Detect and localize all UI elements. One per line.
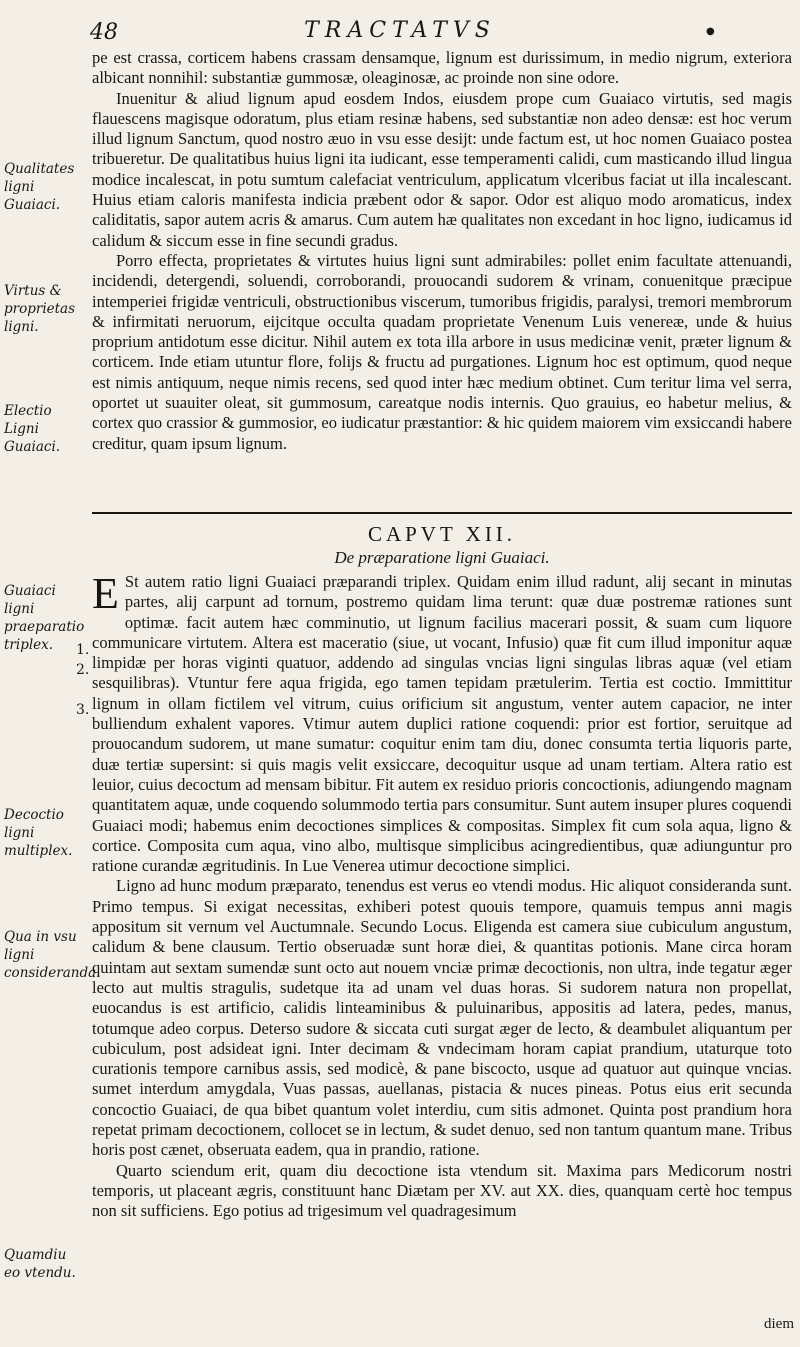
page-header [0,12,800,46]
page-number: 48 [90,20,118,45]
running-title: TRACTATVS [304,18,496,43]
chapter-subtitle: De præparatione ligni Guaiaci. [334,548,550,567]
section-1-body [92,48,792,454]
section-2-body [92,569,792,1222]
paragraph: Ligno ad hunc modum præparato, tenendus est verus eo vtendi modus. Hic aliquot consideranda sunt. Primo tempus. Si exigat necessitas, exhiberi potest quouis tempore, quamuis tempus anni magis appositum sit vernum vel Auctumnale. Secundo Locus. Eligenda est camera siue cubiculum angustum, calidum & bene clausum. Tertio obseruadæ sunt horæ diei, & quantitas potionis. Mane circa horam quintam aut sextam sumendæ sunt octo aut nouem vnciæ primæ decoctionis, non ultra, inde tegatur æger lecto aut multis stragulis, sudetque ita ad unam vel duas horas. Si sudorem natura non propellat, euocandus is est artificio, calidis linteaminibus & puluinaribus, appositis ad latera, pedes, manus, totumque adeo corpus. Deterso sudore & siccata cuti surgat æger de lecto, & deambulet aliquantum per cubiculum, post adsideat igni. Inter decimam & vndecimam horam capiat prandium, utaturque toto curationis tempore carnibus assis, sed modicè, & pane biscocto, usque ad quatuor aut quinque vncias. sumet interdum amygdala, Vuas passas, auellanas, pistacia & nuces pineas. Potus eius erit secunda concoctio Guaiaci, de qua bibet quantum volet interdiu, cum sitis admonet. Quinta post prandium hora repetat primam decoctionem, collocet se in lectum, & sudet denuo, sed non tantum quantum mane. Tribus horis post cænet, obseruata eadem, qua in prandio, ratione. [92,876,792,1160]
margin-number-2: 2. [76,662,90,678]
margin-note-decoctio: Decoctio ligni multiplex. [4,807,73,859]
margin-number-3: 3. [76,702,90,718]
paragraph: Inuenitur & aliud lignum apud eosdem Indos, eiusdem prope cum Guaiaco virtutis, sed magis flauescens magisque odoratum, plus etiam resinæ habens, sed substantiæ non adeo densæ: est hoc verum illud lignum Sanctum, quod nostro æuo in vsu esse desijt: unde factum est, ut hoc nomen Guaiaco postea tribueretur. De qualitatibus huius ligni ita iudicant, esse temperamenti calidi, cum masticando illud lingua modice incalescat, in potu sumtum calefaciat ventriculum, applicatum vlceribus faciat ut illa incalescant. Huius etiam caloris manifesta indicia præbent odor & sapor. Odor est aliquo modo aromaticus, index caliditatis, sapor autem acris & amarus. Cum autem hæ qualitates non excedant in hoc ligno, iudicamus id calidum & siccum esse in fine secundi gradus. [92,88,792,250]
paragraph: Quarto sciendum erit, quam diu decoctione ista vtendum sit. Maxima pars Medicorum nostri temporis, ut placeant ægris, constituunt hanc Diætam per XV. aut XX. dies, quanquam certè hoc tempus non sit sufficiens. Ego potius ad trigesimum vel quadragesimum [92,1160,792,1221]
margin-note-qua-in-vsu: Qua in vsu ligni consideranda. [4,929,101,981]
margin-note-praeparatio: Guaiaci ligni praeparatio triplex. [4,583,85,653]
chapter-rule [92,512,792,514]
margin-note-qualitates: Qualitates ligni Guaiaci. [4,161,75,213]
ink-spot: ● [706,26,715,37]
chapter-title: CAPVT XII. [367,522,517,546]
paragraph [92,569,792,876]
margin-note-electio: Electio Ligni Guaiaci. [4,403,61,455]
paragraph-text: St autem ratio ligni Guaiaci præparandi triplex. Quidam enim illud radunt, alij secant in minutas partes, alij carpunt ad tornum, postremo quidam lima terunt: quæ duæ postremæ rationes sunt optimæ. facit autem hæc comminutio, ut lignum facilius macerari possit, & suam cum liquore communicare virtutem. Altera est maceratio (siue, ut vocant, Infusio) quæ fit cum illud imponitur aquæ limpidæ per horas viginti quatuor, addendo ad singulas vncias ligni singulas libras aquæ (vel etiam sesquilibras). Vtuntur fere aqua frigida, ego tamen tepidam prætulerim. Tertia est coctio. Immittitur lignum in ollam fictilem vel vitrum, cuius orificium sit angustum, venter autem capacior, ne inter bulliendum exhalent vapores. Vtimur autem duplici ratione coquendi: prior est fortior, seruitque ad prouocandum sudorem, ut mane sumatur: coquitur enim tam diu, donec consumta tertia liquoris parte, duæ tertiæ supersint: si quis magis velit exsiccare, decoquitur usque ad unam tertiam. Altera ratio est leuior, cuius decoctum ad mensam bibitur. Fit autem ex residuo prioris concoctionis, adiungendo magnam quantitatem aquæ, unde coquendo solummodo tertia pars consumitur. Sunt autem insuper plures coquendi Guaiaci modi; habemus enim decoctiones simplices & compositas. Simplex fit cum sola aqua, ligno & cortice. Composita cum aqua, vino albo, multisque simplicibus acingredientibus, quæ adiunguntur pro ratione curandæ ægritudinis. In Lue Venerea utimur decoctione simplici. [92,572,792,876]
catchword: diem [764,1316,794,1332]
margin-note-virtus: Virtus & proprietas ligni. [4,283,76,335]
margin-number-1: 1. [76,642,90,658]
paragraph: Porro effecta, proprietates & virtutes huius ligni sunt admirabiles: pollet enim facultate attenuandi, incidendi, detergendi, soluendi, corroborandi, prouocandi sudorem & vrinam, conuenitque præcipue intemperiei frigidæ ventriculi, obstructionibus viscerum, tumoribus frigidis, paralysi, tremori membrorum & infirmitati neruorum, eijcitque occulta quadam proprietate Venenum Luis venereæ, unde & huius proprium antidotum esse dicitur. Nihil autem ex tota illa arbore in usus medicinæ venit, præter lignum & corticem. Inde etiam utuntur flore, folijs & fructu ad purgationes. Lignum hoc est optimum, quod neque est nimis antiquum, neque nimis recens, sed quod inter hæc medium obtinet. Cum teritur lima vel serra, oportet ut suauiter oleat, sit gummosum, careatque nodis internis. Quo grauius, eo habetur melius, & cortex quo crassior & gummosior, eo iudicatur præstantior: & hic quidem maiorem vim exsiccandi habere creditur, quam ipsum lignum. [92,250,792,453]
paragraph: pe est crassa, corticem habens crassam densamque, lignum est durissimum, in medio nigrum, exteriora albicant nonnihil: substantiæ gummosæ, oleaginosæ, ac proinde non sine odore. [92,48,792,88]
drop-capital: E [92,569,119,618]
margin-note-quamdiu: Quamdiu eo vtendu. [4,1247,76,1281]
